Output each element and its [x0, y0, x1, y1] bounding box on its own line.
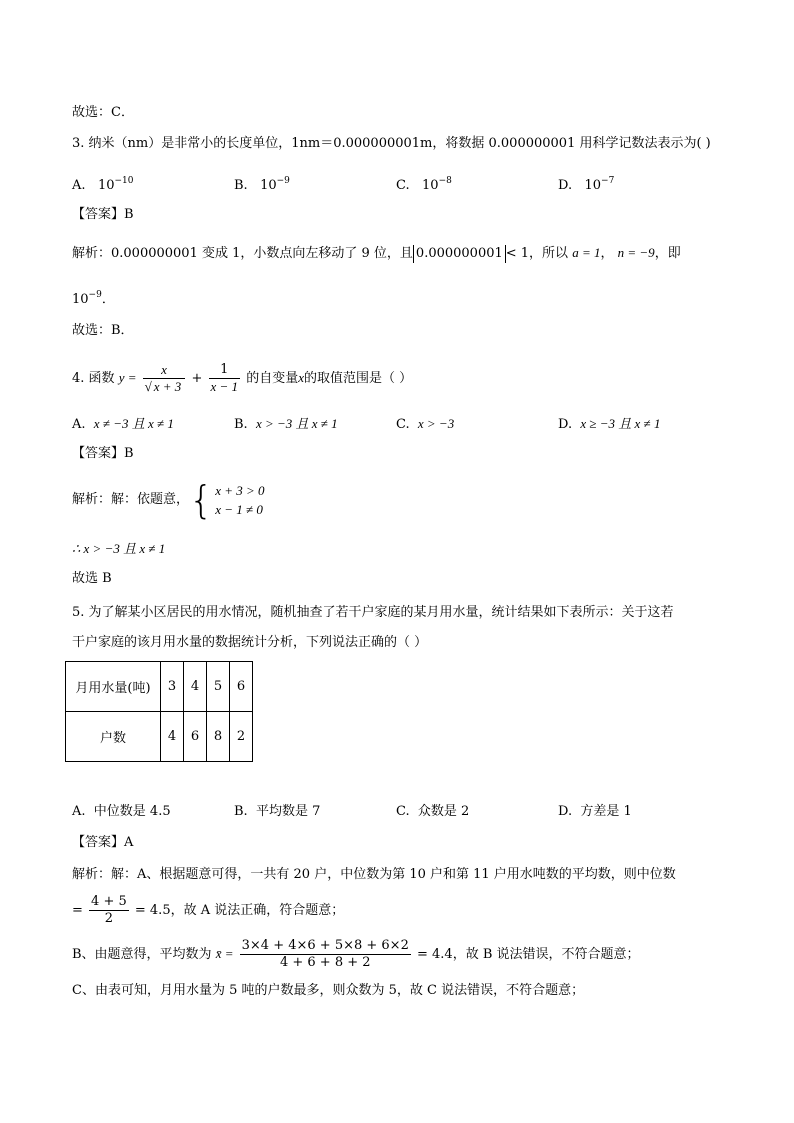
q4-explanation: 解析：解：依题意，{ x + 3 > 0 x − 1 ≠ 0: [72, 477, 265, 522]
inequality-system: x + 3 > 0 x − 1 ≠ 0: [215, 482, 265, 517]
question-4-stem: 4. 函数 y = $\frac{x}{√ x + 3}$ + $\frac{1}{x - 1}$ 的自变量x的取值范围是（ ）: [72, 362, 413, 394]
q5-option-c: C. 众数是 2: [396, 804, 470, 819]
q5-explanation-c: C、由表可知，月用水量为 5 吨的户数最多，则众数为 5，故 C 说法错误，不符合题意；: [72, 983, 585, 998]
q4-option-c: C. x > −3: [396, 416, 455, 432]
text-line: 故选：B．: [72, 323, 134, 338]
fraction: $\frac{4 + 5}{2}$: [91, 894, 127, 926]
table-cell: 5: [207, 662, 230, 712]
table-cell: 2: [230, 712, 253, 762]
text-line: 故选 B: [72, 571, 112, 586]
q4-option-d: D. x ≥ −3 且 x ≠ 1: [558, 416, 661, 432]
question-5-stem: 5. 为了解某小区居民的用水情况，随机抽查了若干户家庭的某月用水量，统计结果如下表所示：关于这若: [72, 605, 674, 620]
q5-option-a: A. 中位数是 4.5: [72, 804, 171, 819]
q4-option-a: A. x ≠ −3 且 x ≠ 1: [72, 416, 174, 432]
water-usage-table: [65, 661, 253, 762]
fraction: $\frac{1}{x - 1}$: [210, 362, 239, 394]
q3-option-b: B. $10^{-9}$: [234, 176, 290, 193]
q4-answer: 【答案】B: [72, 446, 134, 461]
q3-option-d: D. $10^{-7}$: [558, 176, 615, 193]
q3-explanation: 解析：0.000000001 变成 1，小数点向左移动了 9 位，且 0.000000001 < 1，所以 a = 1， n = −9，即: [72, 245, 681, 261]
q5-option-d: D. 方差是 1: [558, 804, 632, 819]
q5-answer: 【答案】A: [72, 835, 134, 850]
q4-option-b: B. x > −3 且 x ≠ 1: [234, 416, 338, 432]
table-cell: 4: [161, 712, 184, 762]
question-5-stem-cont: 干户家庭的该月用水量的数据统计分析，下列说法正确的（ ）: [72, 635, 428, 650]
table-cell: 3: [161, 662, 184, 712]
q4-conclusion: ∴ x > −3 且 x ≠ 1: [72, 541, 166, 556]
text-line: 故选：C．: [72, 105, 134, 120]
q3-option-a: A. $10^{-10}$: [72, 176, 134, 193]
question-3-stem: 3. 纳米（nm）是非常小的长度单位，1nm＝0.000000001m，将数据 0.000000001 用科学记数法表示为( ): [72, 136, 711, 151]
table-header-cell: 月用水量(吨): [66, 662, 161, 712]
table-cell: 6: [230, 662, 253, 712]
fraction: $\frac{3\times 4 + 4\times 6 + 5\times 8 + 6\times 2}{4 + 6 + 8 + 2}$: [241, 938, 409, 970]
q5-explanation-b: B、由题意得，平均数为 x̄ = $\frac{3\times 4 + 4\times 6 + 5\times 8 + 6\times 2}{4 + 6 + 8 + 2}$ = 4.4，故 B 说法错误，不符合题意；: [72, 938, 640, 970]
q5-explanation-a-cont: = $\frac{4 + 5}{2}$ = 4.5，故 A 说法正确，符合题意；: [72, 894, 345, 926]
q3-answer: 【答案】B: [72, 207, 134, 222]
q5-option-b: B. 平均数是 7: [234, 804, 321, 819]
fraction: $\frac{x}{√ x + 3}$: [143, 362, 186, 395]
table-cell: 4: [184, 662, 207, 712]
q5-explanation-a: 解析：解：A、根据题意可得，一共有 20 户，中位数为第 10 户和第 11 户用水吨数的平均数，则中位数: [72, 867, 676, 882]
q3-option-c: C. $10^{-8}$: [396, 176, 452, 193]
q3-explanation-result: $10^{-9}$．: [72, 290, 115, 307]
table-cell: 6: [184, 712, 207, 762]
table-header-cell: 户数: [66, 712, 161, 762]
table-row: [66, 662, 253, 712]
table-row: [66, 712, 253, 762]
table-cell: 8: [207, 712, 230, 762]
